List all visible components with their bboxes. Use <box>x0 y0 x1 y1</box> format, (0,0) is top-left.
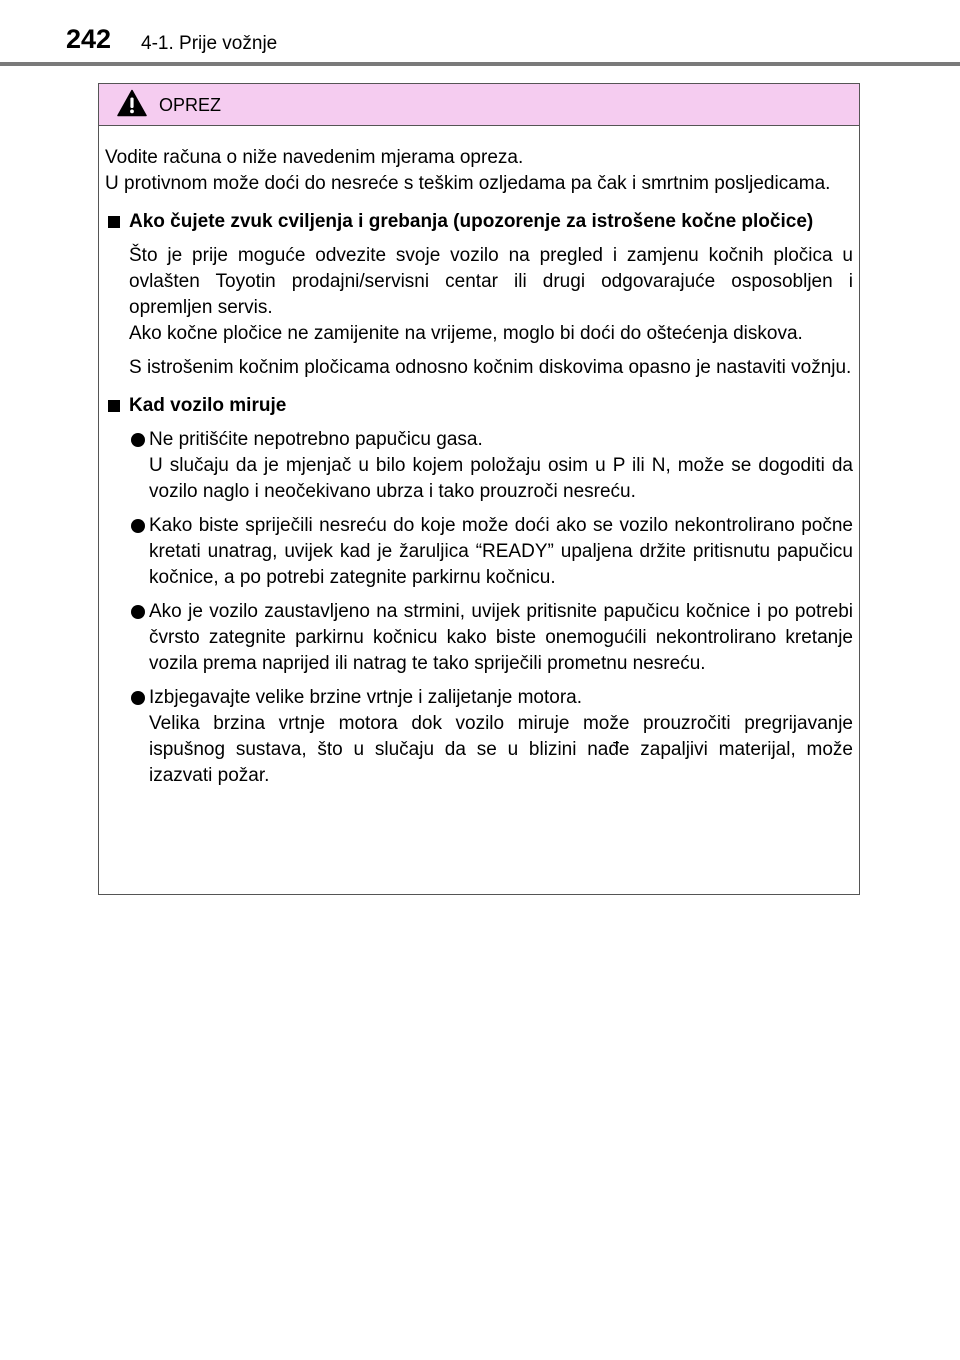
warning-triangle-icon <box>117 89 147 117</box>
caution-intro <box>105 145 853 197</box>
list-item <box>105 427 853 505</box>
section-heading-brake-pads <box>105 209 853 235</box>
header-divider <box>0 62 960 66</box>
bullet-text: Ako je vozilo zaustavljeno na strmini, uvijek pritisnite papučicu kočnice i po potrebi čvrsto zategnite parkirnu kočnicu kako biste onemogućili nekontrolirano kretanje vozila prema naprijed ili natrag te tako spriječili prometnu nesreću. <box>149 601 853 674</box>
page-header <box>0 0 960 66</box>
section-heading-text: Kad vozilo miruje <box>129 395 287 416</box>
caution-header <box>99 84 859 126</box>
paragraph: Ako kočne pločice ne zamijenite na vrijeme, moglo bi doći do oštećenja diskova. <box>129 323 803 344</box>
square-bullet-icon <box>108 400 120 412</box>
section-heading-vehicle-stopped <box>105 393 853 419</box>
bullet-text: Ne pritišćite nepotrebno papučicu gasa. <box>149 429 483 450</box>
list-item <box>105 685 853 789</box>
round-bullet-icon <box>131 691 145 705</box>
bullet-text: Izbjegavajte velike brzine vrtnje i zalijetanje motora. <box>149 687 582 708</box>
section-heading-text: Ako čujete zvuk cviljenja i grebanja (upozorenje za istrošene kočne pločice) <box>129 211 814 232</box>
bullet-text: U slučaju da je mjenjač u bilo kojem položaju osim u P ili N, može se dogoditi da vozilo naglo i neočekivano ubrza i tako prouzroči nesreću. <box>149 455 853 502</box>
section-content-brake-pads <box>105 243 853 381</box>
round-bullet-icon <box>131 433 145 447</box>
intro-line: Vodite računa o niže navedenim mjerama opreza. <box>105 147 524 168</box>
caution-body <box>105 145 853 789</box>
caution-title: OPREZ <box>159 95 222 115</box>
paragraph: S istrošenim kočnim pločicama odnosno kočnim diskovima opasno je nastaviti vožnju. <box>129 357 852 378</box>
caution-box <box>98 83 860 895</box>
list-item <box>105 513 853 591</box>
section-title: 4-1. Prije vožnje <box>141 33 278 54</box>
paragraph: Što je prije moguće odvezite svoje vozilo na pregled i zamjenu kočnih pločica u ovlašten Toyotin prodajni/servisni centar ili drugi odgovarajuće osposobljen i opremljen servis. <box>129 245 853 318</box>
round-bullet-icon <box>131 605 145 619</box>
bullet-text: Kako biste spriječili nesreću do koje može doći ako se vozilo nekontrolirano počne kretati unatrag, uvijek kad je žaruljica “READY” upaljena držite pritisnutu papučicu kočnice, a po potrebi zategnite parkirnu kočnicu. <box>149 515 853 588</box>
round-bullet-icon <box>131 519 145 533</box>
square-bullet-icon <box>108 216 120 228</box>
page-number: 242 <box>66 24 112 54</box>
list-item <box>105 599 853 677</box>
bullet-text: Velika brzina vrtnje motora dok vozilo miruje može prouzročiti pregrijavanje ispušnog sustava, što u slučaju da se u blizini nađe zapaljivi materijal, može izazvati požar. <box>149 713 853 786</box>
intro-line: U protivnom može doći do nesreće s teškim ozljedama pa čak i smrtnim posljedicama. <box>105 173 831 194</box>
